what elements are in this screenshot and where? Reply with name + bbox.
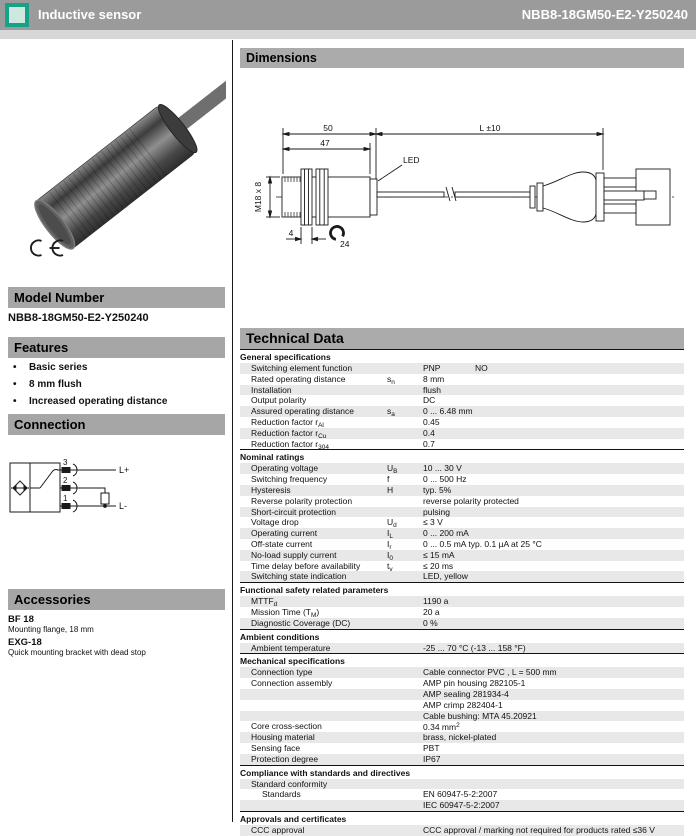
- connector-slot: [644, 191, 656, 199]
- dim-4-label: 4: [288, 228, 294, 238]
- features-heading: Features: [8, 337, 225, 358]
- spec-section-title: General specifications: [240, 349, 684, 363]
- spec-label: Output polarity: [251, 395, 307, 406]
- spec-symbol: [387, 689, 423, 700]
- dimensional-drawing: [240, 70, 690, 328]
- spec-value: -25 ... 70 °C (-13 ... 158 °F): [423, 642, 526, 653]
- spec-line: [240, 528, 684, 539]
- spec-line: [240, 700, 684, 711]
- cable-segment-2: [455, 192, 530, 197]
- spec-line: [240, 496, 684, 507]
- spec-line: [240, 385, 684, 396]
- spec-line: [240, 374, 684, 385]
- header-substrip: [0, 30, 696, 39]
- spec-symbol: [387, 800, 423, 811]
- spec-symbol: [387, 678, 423, 689]
- spec-label: No-load supply current: [251, 549, 337, 560]
- spec-value: AMP sealing 281934-4: [423, 688, 509, 699]
- connection-diagram: [8, 452, 230, 564]
- dimensions-heading: Dimensions: [240, 48, 684, 68]
- column-divider: [232, 40, 233, 822]
- spec-line: [240, 507, 684, 518]
- accessory-code: BF 18: [8, 614, 34, 625]
- spec-value: AMP crimp 282404-1: [423, 699, 503, 710]
- spec-symbol: [387, 385, 423, 396]
- spec-label: Switching state indication: [251, 571, 347, 582]
- spec-symbol: [387, 571, 423, 582]
- spec-label: Standards: [262, 789, 301, 800]
- spec-label: Reduction factor $r_{Al}$: [251, 416, 324, 429]
- feature-item: • Basic series: [8, 359, 225, 376]
- spec-value: 0 ... 200 mA: [423, 528, 469, 539]
- spec-symbol: [387, 363, 423, 374]
- header-model-number: NBB8-18GM50-E2-Y250240: [521, 7, 688, 22]
- led-label: LED: [403, 155, 420, 165]
- spec-value: 0.45: [423, 416, 440, 427]
- brand-logo-icon: [5, 3, 29, 27]
- spec-value: pulsing: [423, 506, 450, 517]
- spec-symbol: [387, 618, 423, 629]
- spec-line: [240, 643, 684, 654]
- spec-label: Hysteresis: [251, 484, 291, 495]
- spec-label: $MTTF_d$: [251, 596, 278, 609]
- junction-dot: [104, 505, 107, 508]
- spec-line: [240, 689, 684, 700]
- spec-label: Time delay before availability: [251, 560, 361, 571]
- spec-value: ≤ 3 V: [423, 517, 443, 528]
- spec-line: [240, 395, 684, 406]
- model-number-heading: Model Number: [8, 287, 225, 308]
- spec-line: [240, 721, 684, 732]
- cable-segment-1: [377, 192, 444, 197]
- spec-section-title: Ambient conditions: [240, 629, 684, 643]
- spec-value: PBT: [423, 742, 440, 753]
- spec-label: Switching frequency: [251, 474, 328, 485]
- technical-data-heading: Technical Data: [240, 328, 684, 349]
- spec-value: EN 60947-5-2:2007: [423, 789, 498, 800]
- spec-label: [240, 800, 387, 811]
- spec-line: [240, 428, 684, 439]
- spec-symbol: $I_L$: [387, 528, 393, 541]
- spec-value: ≤ 20 ms: [423, 560, 454, 571]
- dim-L-label: L ±10: [479, 123, 501, 133]
- features-list: [8, 359, 225, 410]
- l-plus-label: L+: [119, 465, 130, 475]
- spec-label: Operating voltage: [251, 463, 319, 474]
- spec-symbol: $I_r$: [387, 538, 392, 551]
- spec-label: Core cross-section: [251, 721, 322, 732]
- spec-value: Cable bushing: MTA 45.20921: [423, 710, 537, 721]
- spec-label: Voltage drop: [251, 517, 299, 528]
- connector-pin-1: [604, 178, 636, 187]
- spec-label: Standard conformity: [251, 778, 328, 789]
- spec-value: CCC approval / marking not required for products rated ≤36 V: [423, 824, 655, 835]
- load-resistor: [101, 493, 109, 504]
- spec-line: [240, 789, 684, 800]
- dim-47-label: 47: [320, 138, 330, 148]
- connector-pin-2: [604, 191, 644, 200]
- spec-line: [240, 561, 684, 572]
- dim-50: [283, 128, 376, 179]
- spec-label: Housing material: [251, 732, 315, 743]
- connector-pin-3: [604, 204, 636, 213]
- accessory-code: EXG-18: [8, 637, 42, 648]
- spec-section-title: Compliance with standards and directives: [240, 765, 684, 779]
- spec-line: [240, 732, 684, 743]
- spec-line: [240, 463, 684, 474]
- feature-item: • 8 mm flush: [8, 376, 225, 393]
- spec-value: DC: [423, 395, 436, 406]
- spec-symbol: [387, 721, 423, 732]
- spec-label: Installation: [251, 384, 292, 395]
- spec-label: Assured operating distance: [251, 406, 355, 417]
- spec-label: CCC approval: [251, 824, 305, 835]
- spec-value: typ. 5%: [423, 484, 452, 495]
- spec-symbol: [387, 507, 423, 518]
- spec-label: Connection assembly: [251, 678, 333, 689]
- spec-line: [240, 363, 684, 374]
- accessories-heading: Accessories: [8, 589, 225, 610]
- spec-value: flush: [423, 384, 441, 395]
- pin-2-label: 2: [63, 476, 68, 485]
- spec-label: Ambient temperature: [251, 642, 331, 653]
- spec-label: Reduction factor $r_{304}$: [251, 438, 329, 451]
- spec-value: brass, nickel-plated: [423, 732, 497, 743]
- spec-symbol: [387, 732, 423, 743]
- spec-value: 0 ... 500 Hz: [423, 474, 467, 485]
- spec-label: [240, 689, 387, 700]
- spec-value: 10 ... 30 V: [423, 463, 462, 474]
- spec-label: Reverse polarity protection: [251, 495, 353, 506]
- spec-line: [240, 678, 684, 689]
- spec-line: [240, 618, 684, 629]
- model-number-value: NBB8-18GM50-E2-Y250240: [8, 312, 149, 324]
- spec-symbol: [387, 700, 423, 711]
- spec-line: [240, 779, 684, 790]
- connector-ring-2: [537, 183, 543, 211]
- cable-break: [446, 187, 450, 201]
- thread-size-label: M18 x 8: [253, 181, 263, 213]
- spec-line: [240, 439, 684, 450]
- led-leader-line: [378, 165, 402, 181]
- spec-line: [240, 754, 684, 765]
- spec-symbol: [387, 667, 423, 678]
- spec-symbol: H: [387, 484, 394, 495]
- spec-value: IP67: [423, 753, 441, 764]
- connector-ring-1: [530, 186, 535, 208]
- spec-label: Sensing face: [251, 742, 301, 753]
- spec-value: 0 ... 6.48 mm: [423, 406, 473, 417]
- spec-value: 0.4: [423, 427, 435, 438]
- spec-section-title: Mechanical specifications: [240, 653, 684, 667]
- spec-symbol: [387, 743, 423, 754]
- spec-line: [240, 406, 684, 417]
- spec-value: PNP NO: [423, 363, 488, 373]
- product-family-title: Inductive sensor: [38, 7, 142, 22]
- wrench-icon: [331, 226, 344, 239]
- spec-symbol: f: [387, 474, 390, 485]
- spec-label: [240, 711, 387, 722]
- connection-heading: Connection: [8, 414, 225, 435]
- spec-line: [240, 800, 684, 811]
- spec-symbol: $t_v$: [387, 560, 393, 573]
- spec-label: Mission Time $(T_M)$: [251, 606, 320, 619]
- spec-symbol: $U_B$: [387, 463, 398, 476]
- spec-line: [240, 539, 684, 550]
- spec-value: 0 ... 0.5 mA typ. 0.1 µA at 25 °C: [423, 538, 542, 549]
- spec-label: Off-state current: [251, 538, 313, 549]
- spec-label: Diagnostic Coverage (DC): [251, 617, 351, 628]
- spec-symbol: $I_0$: [387, 549, 393, 562]
- dim-50-label: 50: [323, 123, 333, 133]
- hex-nut-2: [316, 169, 328, 225]
- pin-3-label: 3: [63, 458, 68, 467]
- spec-symbol: [387, 789, 423, 800]
- spec-value: LED, yellow: [423, 571, 468, 582]
- spec-label: Switching element function: [251, 363, 353, 373]
- pin-1-label: 1: [63, 494, 68, 503]
- spec-symbol: [387, 395, 423, 406]
- spec-symbol: $U_d$: [387, 517, 397, 530]
- spec-label: Rated operating distance: [251, 373, 346, 384]
- spec-value: IEC 60947-5-2:2007: [423, 800, 500, 811]
- spec-symbol: [387, 607, 423, 618]
- connector-collar: [596, 173, 604, 221]
- spec-value: AMP pin housing 282105-1: [423, 678, 526, 689]
- accessory-description: Quick mounting bracket with dead stop: [8, 648, 146, 657]
- spec-value: 0.34 $mm^2$: [423, 722, 460, 733]
- inductive-sensor-symbol: [11, 481, 29, 495]
- spec-symbol: [387, 779, 423, 790]
- spec-line: [240, 743, 684, 754]
- spec-symbol: [387, 496, 423, 507]
- spec-label: Protection degree: [251, 753, 319, 764]
- spec-symbol: [387, 754, 423, 765]
- spec-symbol: [387, 428, 423, 439]
- spec-value: Cable connector PVC , L = 500 mm: [423, 667, 557, 678]
- spec-line: [240, 517, 684, 528]
- top-header-bar: [0, 0, 696, 30]
- spec-symbol: [387, 711, 423, 722]
- spec-line: [240, 667, 684, 678]
- spec-symbol: $s_n$: [387, 373, 395, 386]
- technical-data-table: [240, 349, 684, 836]
- spec-section-title: Functional safety related parameters: [240, 582, 684, 596]
- spec-line: [240, 571, 684, 582]
- spec-symbol: $s_a$: [387, 406, 395, 419]
- spec-symbol: [387, 643, 423, 654]
- switch-symbol: [30, 470, 60, 488]
- spec-line: [240, 550, 684, 561]
- spec-value: 1190 a: [423, 596, 449, 607]
- spec-symbol: [387, 439, 423, 450]
- spec-label: Short-circuit protection: [251, 506, 337, 517]
- spec-label: [240, 700, 387, 711]
- accessory-description: Mounting flange, 18 mm: [8, 625, 94, 634]
- ce-letter-c: [31, 240, 42, 255]
- spec-line: [240, 485, 684, 496]
- connector-bell: [543, 172, 596, 222]
- spec-section-title: Nominal ratings: [240, 449, 684, 463]
- spec-line: [240, 417, 684, 428]
- accessories-list: [8, 612, 228, 658]
- spec-value: [423, 779, 684, 790]
- spec-value: ≤ 15 mA: [423, 549, 455, 560]
- spec-label: Reduction factor $r_{Cu}$: [251, 427, 327, 440]
- ce-mark: [26, 238, 66, 258]
- spec-value: 0 %: [423, 617, 438, 628]
- wrench-size-label: 24: [340, 239, 350, 249]
- spec-section-title: Approvals and certificates: [240, 811, 684, 825]
- spec-value: 8 mm: [423, 373, 445, 384]
- spec-value: reverse polarity protected: [423, 495, 519, 506]
- spec-value: 20 a: [423, 606, 440, 617]
- spec-line: [240, 474, 684, 485]
- spec-line: [240, 596, 684, 607]
- spec-line: [240, 711, 684, 722]
- feature-item: • Increased operating distance: [8, 393, 225, 410]
- l-minus-label: L-: [119, 501, 128, 511]
- led-end-cap: [370, 179, 377, 215]
- spec-symbol: [387, 417, 423, 428]
- spec-symbol: [387, 596, 423, 607]
- spec-label: Connection type: [251, 667, 313, 678]
- spec-label: Operating current: [251, 528, 318, 539]
- spec-line: [240, 607, 684, 618]
- spec-value: 0.7: [423, 438, 435, 449]
- hex-nut-1: [301, 169, 312, 225]
